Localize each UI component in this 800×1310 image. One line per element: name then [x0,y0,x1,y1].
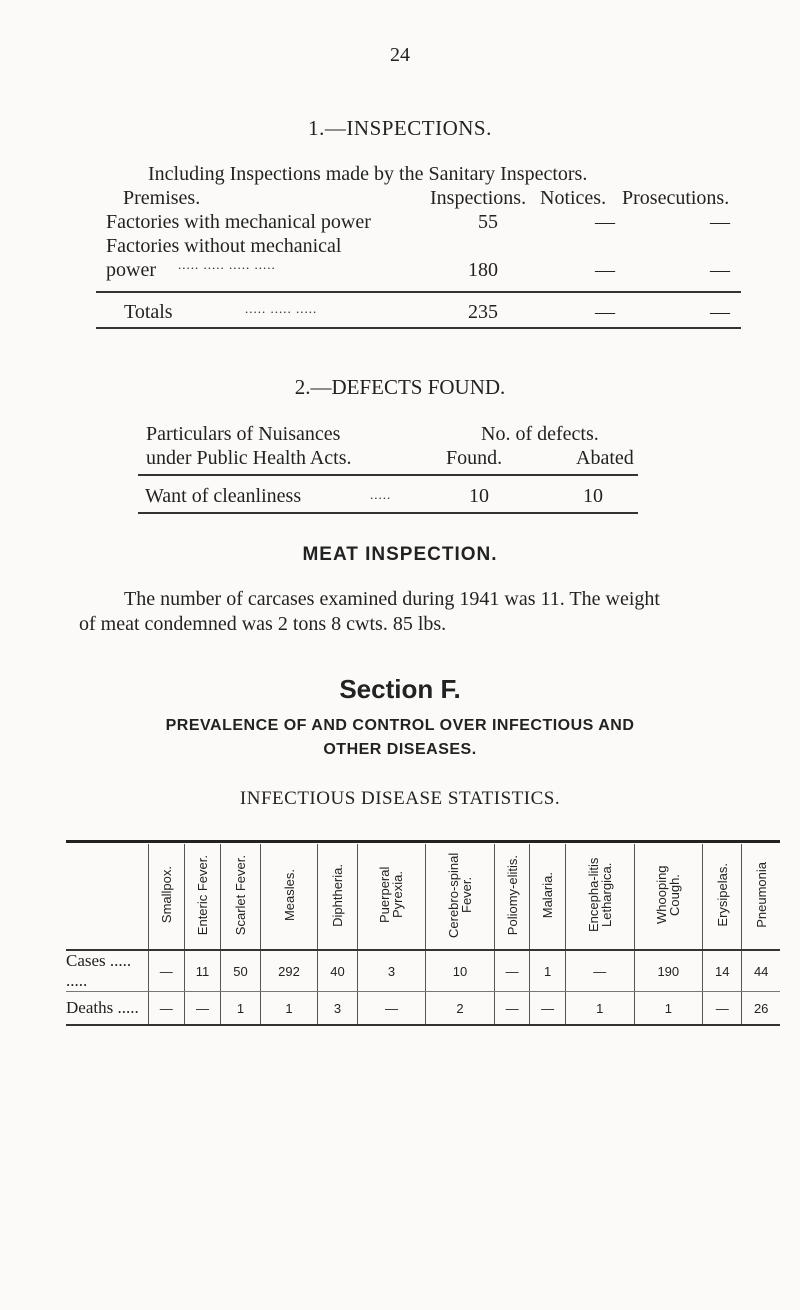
col-inspections: Inspections. [430,187,527,209]
inspections-title: 1.—INSPECTIONS. [308,116,492,140]
row2-label-line1: Factories without mechanical [106,235,342,257]
stats-title: INFECTIOUS DISEASE STATISTICS. [239,788,561,809]
cell: — [703,992,742,1026]
cell: 50 [221,950,260,992]
col-malaria: Malaria. [530,844,566,950]
defects-rule-bottom [138,512,638,514]
row2-notices: — [595,259,615,281]
cell: — [184,992,221,1026]
row2-prosecutions: — [710,259,730,281]
defects-header-found: Found. [446,447,503,469]
table-row [66,950,780,992]
col-encephalitis-lethargica: Encepha-litis Lethargica. [565,844,634,950]
meat-para-line2: of meat condemned was 2 tons 8 cwts. 85 lbs. [79,613,447,635]
col-poliomyelitis: Poliomy-elitis. [494,844,530,950]
row1-inspections: 55 [478,211,498,233]
row2-dots: ..... ..... ..... ..... [178,257,276,272]
row1-label: Factories with mechanical power [106,211,371,233]
defects-header-abated: Abated [576,447,634,469]
defects-header-left-1: Particulars of Nuisances [146,423,341,445]
defects-header-left-2: under Public Health Acts. [146,447,352,469]
col-enteric-fever: Enteric Fever. [184,844,221,950]
col-measles: Measles. [260,844,318,950]
meat-title: MEAT INSPECTION. [302,544,498,565]
cell: 10 [426,950,495,992]
defects-row-label: Want of cleanliness [145,485,302,507]
row1-notices: — [595,211,615,233]
col-pneumonia: Pneumonia [742,844,780,950]
row2-inspections: 180 [468,259,498,281]
defects-row-dots: ..... [370,487,392,502]
col-diphtheria: Diphtheria. [318,844,357,950]
col-whooping-cough: Whooping Cough. [634,844,703,950]
cell: 2 [426,992,495,1026]
totals-inspections: 235 [468,301,498,323]
defects-row-found: 10 [469,485,489,507]
cell: — [494,992,530,1026]
cell: 292 [260,950,318,992]
cell: 190 [634,950,703,992]
cell: 1 [260,992,318,1026]
inspections-subtitle: Including Inspections made by the Sanitary Inspectors. [148,163,588,185]
defects-rule-top [138,474,638,476]
col-cerebro-spinal-fever: Cerebro-spinal Fever. [426,844,495,950]
defects-title: 2.—DEFECTS FOUND. [294,375,506,399]
cell: 3 [318,992,357,1026]
inspections-rule-bottom [96,327,741,329]
meat-para-line1: The number of carcases examined during 1941 was 11. The weight [124,588,660,610]
totals-prosecutions: — [710,301,730,323]
row2-label-line2: power [106,259,156,281]
col-erysipelas: Erysipelas. [703,844,742,950]
table-corner [66,844,149,950]
col-scarlet-fever: Scarlet Fever. [221,844,260,950]
cell: 1 [221,992,260,1026]
stats-rule-top [66,840,780,843]
cell: 11 [184,950,221,992]
cell: — [357,992,426,1026]
cell: 40 [318,950,357,992]
cell: — [530,992,566,1026]
section-heading-2: OTHER DISEASES. [323,741,477,758]
cell: — [565,950,634,992]
totals-label: Totals [124,301,173,323]
cell: — [149,992,185,1026]
defects-header-right-1: No. of defects. [481,423,599,445]
col-notices: Notices. [540,187,607,209]
cell: — [494,950,530,992]
cell: 1 [530,950,566,992]
col-puerperal-pyrexia: Puerperal Pyrexia. [357,844,426,950]
row1-prosecutions: — [710,211,730,233]
cell: 14 [703,950,742,992]
row-label-deaths: Deaths ..... [66,992,149,1026]
cell: — [149,950,185,992]
totals-notices: — [595,301,615,323]
page-number: 24 [390,44,410,66]
section-title: Section F. [339,674,461,704]
col-prosecutions: Prosecutions. [622,187,730,209]
table-row [66,992,780,1026]
cell: 26 [742,992,780,1026]
cell: 3 [357,950,426,992]
col-smallpox: Smallpox. [149,844,185,950]
cell: 1 [565,992,634,1026]
col-premises: Premises. [123,187,201,209]
row-label-cases: Cases ..... ..... [66,950,149,992]
defects-row-abated: 10 [583,485,603,507]
inspections-rule-top [96,291,741,293]
section-heading-1: PREVALENCE OF AND CONTROL OVER INFECTIOUS AND [165,717,635,734]
cell: 44 [742,950,780,992]
totals-dots: ..... ..... ..... [245,301,318,316]
cell: 1 [634,992,703,1026]
disease-stats-table [66,844,780,1026]
